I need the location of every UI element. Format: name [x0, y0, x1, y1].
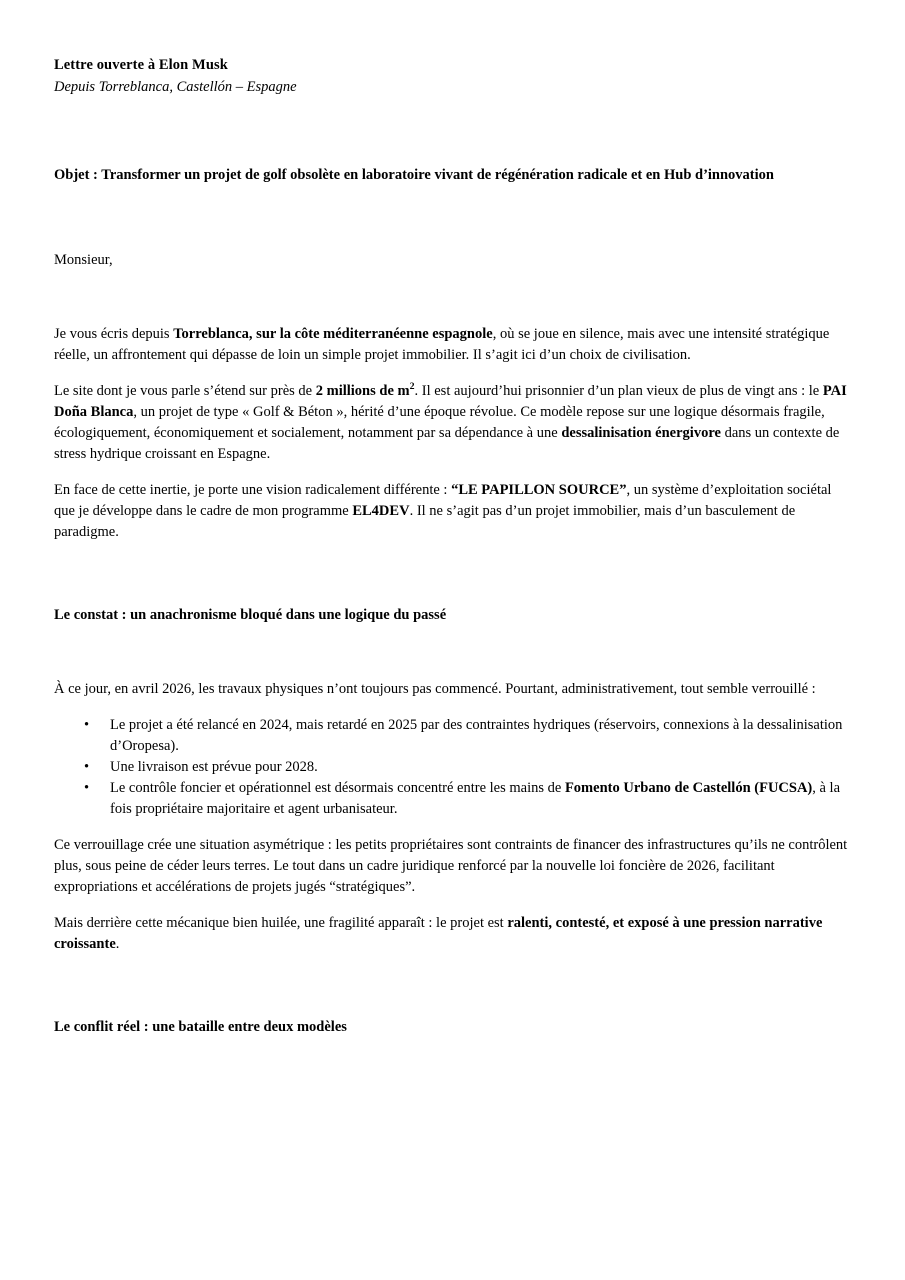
bullet-list: [54, 700, 851, 820]
paragraph-intro: [54, 270, 851, 366]
site-bold-pai: PAI Doña Blanca: [54, 383, 847, 420]
bullet-icon: •: [84, 780, 90, 796]
paragraph-status: À ce jour, en avril 2026, les travaux physiques n’ont toujours pas commencé. Pourtant, administrativement, tout semble verrouillé :: [54, 681, 816, 697]
bullet-icon: •: [84, 759, 90, 775]
site-text-2: . Il est aujourd’hui prisonnier d’un plan vieux de plus de vingt ans : le: [414, 383, 823, 399]
section-heading-conflit: Le conflit réel : une bataille entre deux modèles: [54, 1019, 347, 1035]
list-item-text-2: , à la fois propriétaire majoritaire et agent urbanisateur.: [110, 780, 841, 817]
intro-text-1: Je vous écris depuis: [54, 326, 174, 342]
list-item-text-1: Le contrôle foncier et opérationnel est désormais concentré entre les mains de: [110, 780, 565, 796]
subject-line: Objet : Transformer un projet de golf obsolète en laboratoire vivant de régénération radicale et en Hub d’innovation: [54, 167, 774, 183]
paragraph-site: [54, 366, 851, 465]
fragility-text-2: .: [115, 936, 120, 952]
paragraph-lockin: Ce verrouillage crée une situation asymétrique : les petits propriétaires sont contraints de financer des infrastructures qu’ils ne contrôlent plus, sous peine de céder leurs terres. Le tout dans un cadre juridique renforcé par la nouvelle loi foncière de 2026, facilitant expropriations et accélérations de projets jugés “stratégiques”.: [54, 837, 848, 895]
list-item-text: Le projet a été relancé en 2024, mais retardé en 2025 par des contraintes hydriques (réservoirs, connexions à la dessalinisation d’Oropesa).: [110, 717, 843, 754]
letter-title: Lettre ouverte à Elon Musk: [54, 57, 228, 73]
bullet-icon: •: [84, 717, 90, 733]
site-bold-area-superscript: 2: [409, 381, 415, 393]
salutation: Monsieur,: [54, 252, 113, 268]
site-bold-area: [316, 383, 415, 399]
site-bold-area-text: 2 millions de m: [315, 383, 410, 399]
list-item-bold-fucsa: Fomento Urbano de Castellón (FUCSA): [564, 780, 813, 796]
intro-text-2: , où se joue en silence, mais avec une intensité stratégique réelle, un affrontement qui dépasse de loin un simple projet immobilier. Il s’agit ici d’un choix de civilisation.: [54, 326, 830, 363]
vision-text-3: . Il ne s’agit pas d’un projet immobilier, mais d’un basculement de paradigme.: [54, 503, 796, 540]
vision-text-2: , un système d’exploitation sociétal que je développe dans le cadre de mon programme: [54, 482, 832, 519]
site-text-1: Le site dont je vous parle s’étend sur près de: [54, 383, 316, 399]
list-item: [54, 757, 851, 778]
paragraph-fragility: [54, 898, 851, 955]
section-heading-constat: Le constat : un anachronisme bloqué dans une logique du passé: [54, 607, 447, 623]
list-item: [54, 715, 851, 757]
site-text-4: dans un contexte de stress hydrique croissant en Espagne.: [54, 425, 840, 462]
list-item: [54, 778, 851, 820]
vision-text-1: En face de cette inertie, je porte une vision radicalement différente :: [54, 482, 452, 498]
document-content: [54, 0, 851, 1037]
site-bold-desalination: dessalinisation énergivore: [561, 425, 721, 441]
intro-bold-location: Torreblanca, sur la côte méditerranéenne espagnole: [173, 326, 493, 342]
vision-bold-papillon: “LE PAPILLON SOURCE”: [451, 482, 627, 498]
list-item-text: Une livraison est prévue pour 2028.: [110, 759, 318, 775]
vision-bold-el4dev: EL4DEV: [352, 503, 410, 519]
fragility-bold-pressure: ralenti, contesté, et exposé à une pression narrative croissante: [54, 915, 823, 952]
letter-header: [54, 0, 851, 97]
letter-origin: Depuis Torreblanca, Castellón – Espagne: [54, 79, 297, 95]
fragility-text-1: Mais derrière cette mécanique bien huilée, une fragilité apparaît : le projet est: [54, 915, 508, 931]
paragraph-vision: [54, 465, 851, 543]
site-text-3: , un projet de type « Golf & Béton », hérité d’une époque révolue. Ce modèle repose sur une logique désormais fragile, écologiquement, économiquement et socialement, notamment par sa dépendance à une: [54, 404, 825, 441]
